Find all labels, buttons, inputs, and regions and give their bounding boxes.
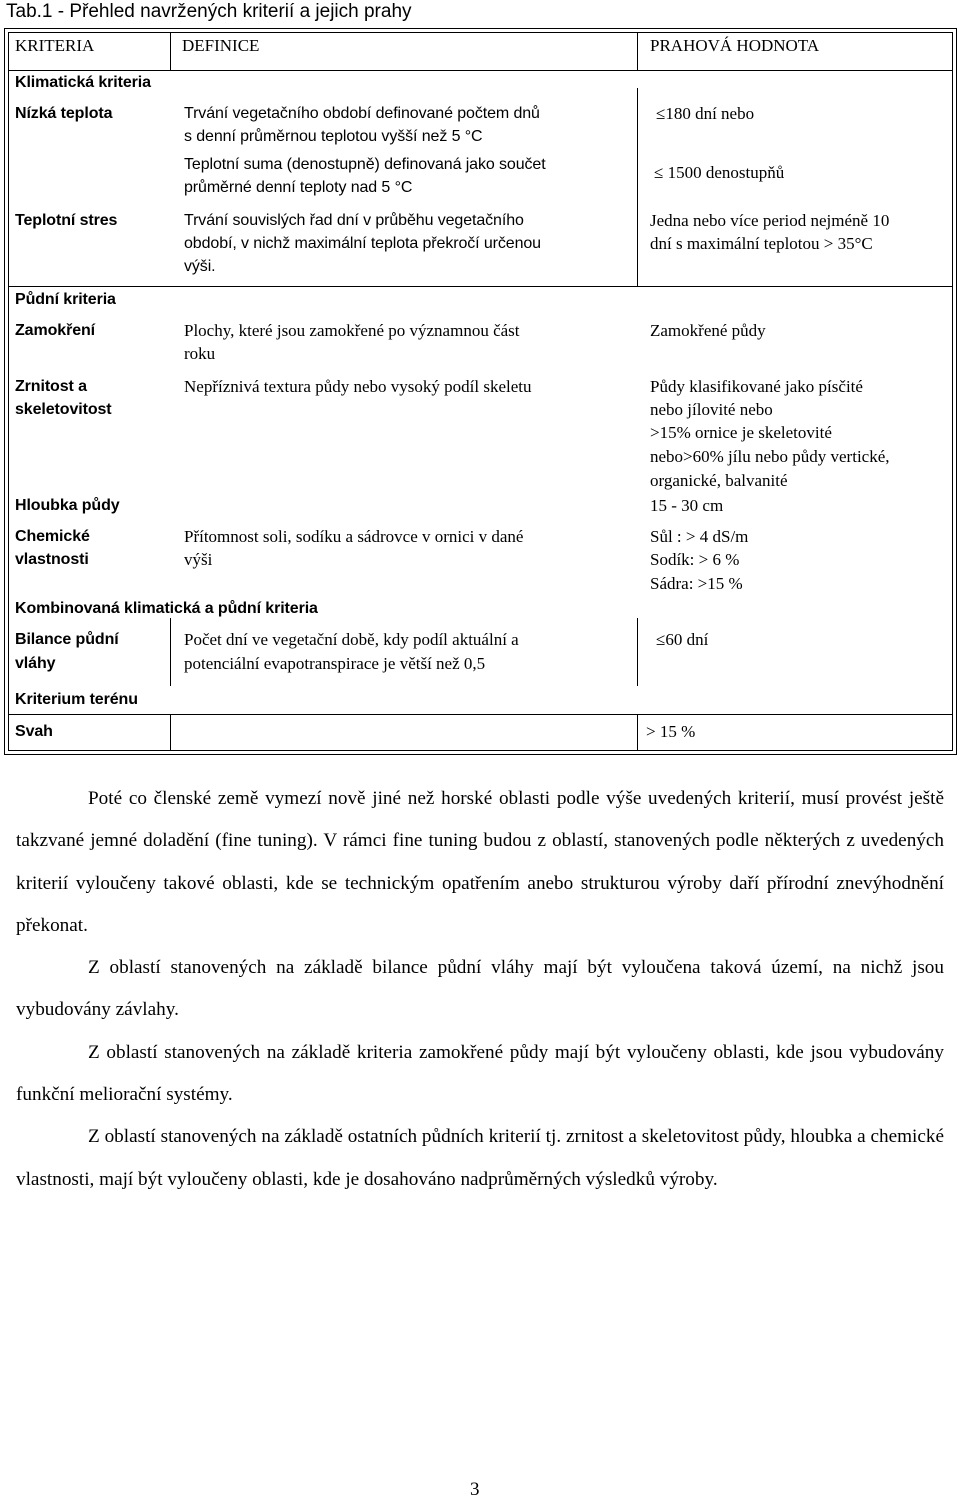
rule-col-1-combined [170,618,171,686]
paragraph-fine-tuning: Poté co členské země vymezí nově jiné než horské oblasti podle výše uvedených kriterií, musí provést ještě takzvané jemné doladění (fine tuning). V rámci fine tuning budou z oblastí, stanovených podle některých z uvedených kriterií vyloučeny takové oblasti, kde se technickým opatřením anebo strukturou výroby daří přírodní znevýhodnění překonat. [16,788,944,936]
row-heat-stress-def-line3: výši. [184,258,216,275]
row-chemical-threshold-line2: Sodík: > 6 % [650,550,740,569]
row-moisture-def-line2: potenciální evapotranspirace je větší než 0,5 [184,654,486,673]
row-chemical-name-line2: vlastnosti [15,551,89,568]
body-text [16,778,944,1201]
row-texture-threshold-line3: >15% ornice je skeletovité [650,423,832,442]
section-soil: Půdní kriteria [15,291,116,308]
row-heat-stress-def-line1: Trvání souvislých řad dní v průběhu vegetačního [184,212,524,229]
rule-col-2-climatic [637,88,638,286]
rule-below-heat-stress [8,286,953,287]
row-texture-name-line2: skeletovitost [15,401,112,418]
rule-col-2-combined [637,618,638,686]
row-slope-name: Svah [15,723,53,740]
row-moisture-name-line2: vláhy [15,655,56,672]
row-texture-threshold-line2: nebo jílovité nebo [650,400,773,419]
row-low-temp-def1-line1: Trvání vegetačního období definované počtem dnů [184,105,540,122]
row-texture-name-line1: Zrnitost a [15,378,87,395]
row-low-temp-name: Nízká teplota [15,105,113,122]
row-low-temp-def2-line2: průměrné denní teploty nad 5 °C [184,179,413,196]
row-chemical-threshold-line1: Sůl : > 4 dS/m [650,527,749,546]
row-moisture-def-line1: Počet dní ve vegetační době, kdy podíl aktuální a [184,630,519,649]
row-low-temp-threshold-2: ≤ 1500 denostupňů [654,163,785,182]
row-heat-stress-name: Teplotní stres [15,212,118,229]
rule-col-1-slope [170,714,171,751]
row-heat-stress-def-line2: období, v nichž maximální teplota překročí určenou [184,235,541,252]
table-caption: Tab.1 - Přehled navržených kriterií a jejich prahy [6,1,412,22]
row-chemical-def-line1: Přítomnost soli, sodíku a sádrovce v ornici v dané [184,527,524,546]
page-number: 3 [470,1479,480,1500]
row-depth-threshold: 15 - 30 cm [650,496,724,515]
row-texture-threshold-line5: organické, balvanité [650,471,788,490]
row-texture-threshold-line1: Půdy klasifikované jako písčité [650,377,863,396]
header-definition: DEFINICE [182,36,260,55]
rule-col-2-header [637,32,638,70]
criteria-table [4,28,957,755]
row-moisture-threshold: ≤60 dní [656,630,709,649]
row-heat-stress-threshold-line2: dní s maximální teplotou > 35°C [650,234,873,253]
row-depth-name: Hloubka půdy [15,497,120,514]
row-texture-def: Nepříznivá textura půdy nebo vysoký podíl skeletu [184,377,532,396]
section-combined: Kombinovaná klimatická a půdní kriteria [15,600,318,617]
rule-col-1-header [170,32,171,70]
header-threshold: PRAHOVÁ HODNOTA [650,36,820,55]
row-moisture-name-line1: Bilance půdní [15,631,119,648]
row-waterlogging-def-line2: roku [184,344,216,363]
row-waterlogging-name: Zamokření [15,322,96,339]
row-low-temp-threshold-1: ≤180 dní nebo [656,104,755,123]
paragraph-irrigation: Z oblastí stanovených na základě bilance půdní vláhy mají být vyloučena taková území, na nichž jsou vybudovány závlahy. [16,957,944,1021]
header-criteria: KRITERIA [15,36,95,55]
section-climatic: Klimatická kriteria [15,74,151,91]
row-chemical-name-line1: Chemické [15,528,90,545]
row-heat-stress-threshold-line1: Jedna nebo více period nejméně 10 [650,211,890,230]
row-waterlogging-def-line1: Plochy, které jsou zamokřené po významnou část [184,321,520,340]
rule-col-2-slope [637,714,638,751]
paragraph-drainage: Z oblastí stanovených na základě kriteria zamokřené půdy mají být vyloučeny oblasti, kde jsou vybudovány funkční meliorační systémy. [16,1041,944,1106]
rule-below-terrain-heading [8,714,953,715]
section-terrain: Kriterium terénu [15,691,138,708]
row-low-temp-def2-line1: Teplotní suma (denostupně) definovaná jako součet [184,156,546,173]
row-chemical-threshold-line3: Sádra: >15 % [650,574,743,593]
row-chemical-def-line2: výši [184,550,213,569]
row-low-temp-def1-line2: s denní průměrnou teplotou vyšší než 5 °C [184,128,483,145]
paragraph-other-soil: Z oblastí stanovených na základě ostatních půdních kriterií tj. zrnitost a skeletovitost půdy, hloubka a chemické vlastnosti, mají být vyloučeny oblasti, kde je dosahováno nadprůměrných výsledků výroby. [16,1126,944,1190]
row-slope-threshold: > 15 % [646,722,696,741]
row-waterlogging-threshold: Zamokřené půdy [650,321,766,340]
row-texture-threshold-line4: nebo>60% jílu nebo půdy vertické, [650,447,890,466]
